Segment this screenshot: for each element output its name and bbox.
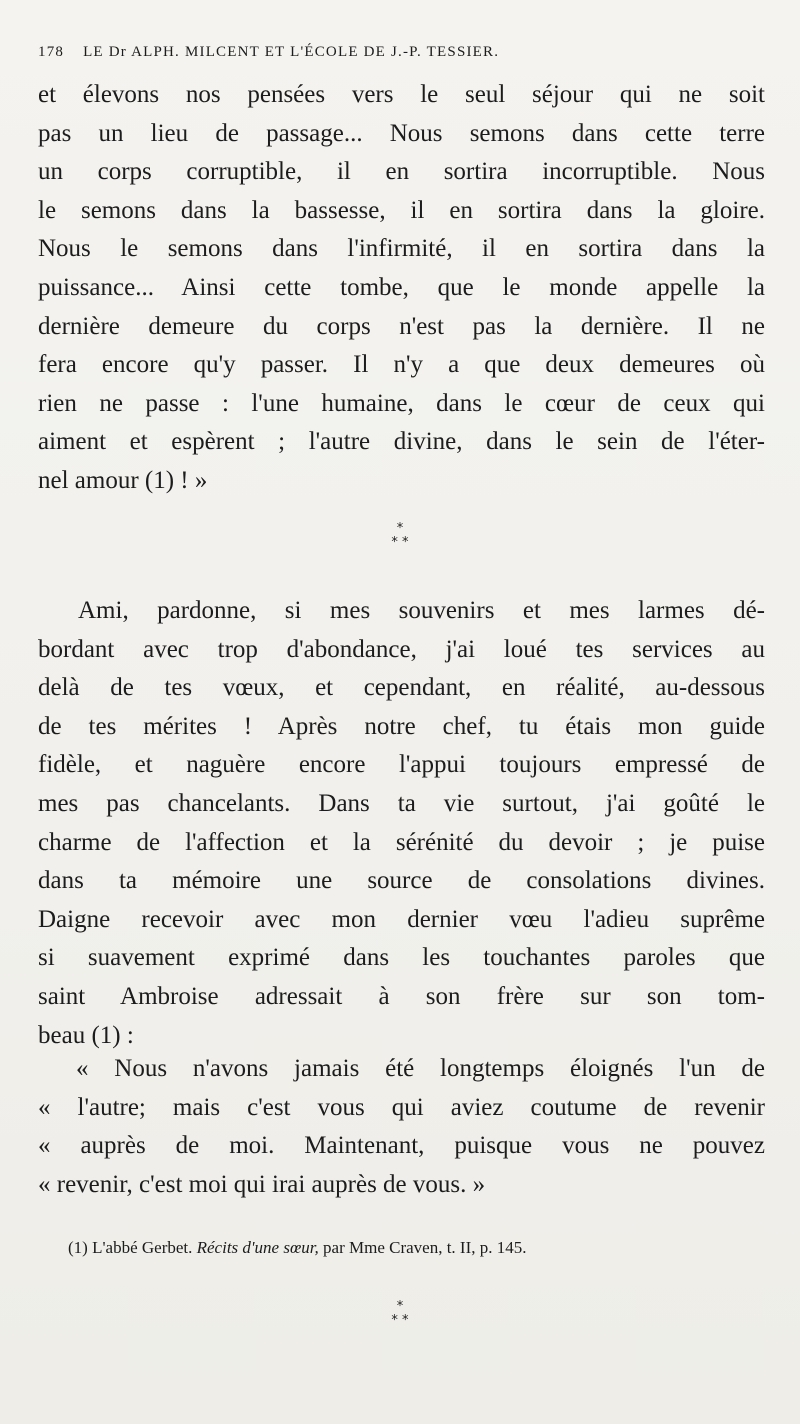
section-separator — [360, 522, 440, 550]
text-line: Nous le semons dans l'infirmité, il en sortira dans la — [38, 235, 765, 263]
footnote-work-title: Récits d'une sœur, — [196, 1238, 319, 1257]
text-line: nel amour (1) ! » — [38, 466, 208, 494]
separator-stars-bottom: * * — [391, 535, 409, 550]
text-line: de tes mérites ! Après notre chef, tu étais mon guide — [38, 712, 765, 740]
section-separator — [360, 1300, 440, 1328]
text-line: rien ne passe : l'une humaine, dans le cœur de ceux qui — [38, 389, 765, 417]
page-number: 178 — [38, 44, 65, 60]
text-line: saint Ambroise adressait à son frère sur son tom- — [38, 982, 765, 1010]
text-line: pas un lieu de passage... Nous semons dans cette terre — [38, 119, 765, 147]
text-line: dans ta mémoire une source de consolations divines. — [38, 867, 765, 895]
text-line: dernière demeure du corps n'est pas la dernière. Il ne — [38, 312, 765, 340]
footnote-marker: (1) — [68, 1238, 88, 1257]
text-line: puissance... Ainsi cette tombe, que le monde appelle la — [38, 273, 765, 301]
text-line: et élevons nos pensées vers le seul séjour qui ne soit — [38, 81, 765, 108]
separator-star-top: * — [396, 521, 404, 536]
footnote-author: L'abbé Gerbet. — [92, 1238, 193, 1257]
quote-line: « auprès de moi. Maintenant, puisque vous ne pouvez — [38, 1132, 765, 1160]
text-line: fidèle, et naguère encore l'appui toujours empressé de — [38, 751, 765, 779]
running-title: LE Dr ALPH. MILCENT ET L'ÉCOLE DE J.-P. TESSIER. — [83, 44, 500, 60]
paragraph-tribute — [38, 592, 765, 1055]
text-line: fera encore qu'y passer. Il n'y a que deux demeures où — [38, 351, 765, 379]
text-line: le semons dans la bassesse, il en sortira dans la gloire. — [38, 196, 765, 224]
quotation-ambroise — [38, 1050, 765, 1204]
text-line: charme de l'affection et la sérénité du devoir ; je puise — [38, 828, 765, 856]
quote-line: « Nous n'avons jamais été longtemps éloignés l'un de — [76, 1055, 765, 1082]
quote-line: « l'autre; mais c'est vous qui aviez coutume de revenir — [38, 1093, 765, 1121]
separator-star-top: * — [396, 1299, 404, 1314]
separator-stars-bottom: * * — [391, 1313, 409, 1328]
paragraph-closing-quote — [38, 76, 765, 501]
text-line: si suavement exprimé dans les touchantes paroles que — [38, 944, 765, 972]
text-line: bordant avec trop d'abondance, j'ai loué tes services au — [38, 635, 765, 663]
quote-line: « revenir, c'est moi qui irai auprès de vous. » — [38, 1170, 486, 1198]
text-line: delà de tes vœux, et cependant, en réalité, au-dessous — [38, 674, 765, 702]
running-head — [38, 44, 768, 68]
footnote — [68, 1236, 768, 1260]
footnote-reference: par Mme Craven, t. II, p. 145. — [323, 1238, 527, 1257]
text-line: aiment et espèrent ; l'autre divine, dans le sein de l'éter- — [38, 428, 765, 456]
text-line: un corps corruptible, il en sortira incorruptible. Nous — [38, 158, 765, 186]
text-line: Daigne recevoir avec mon dernier vœu l'adieu suprême — [38, 905, 765, 933]
text-line: Ami, pardonne, si mes souvenirs et mes larmes dé- — [78, 597, 765, 624]
text-line: mes pas chancelants. Dans ta vie surtout, j'ai goûté le — [38, 789, 765, 817]
text-line: beau (1) : — [38, 1021, 134, 1049]
